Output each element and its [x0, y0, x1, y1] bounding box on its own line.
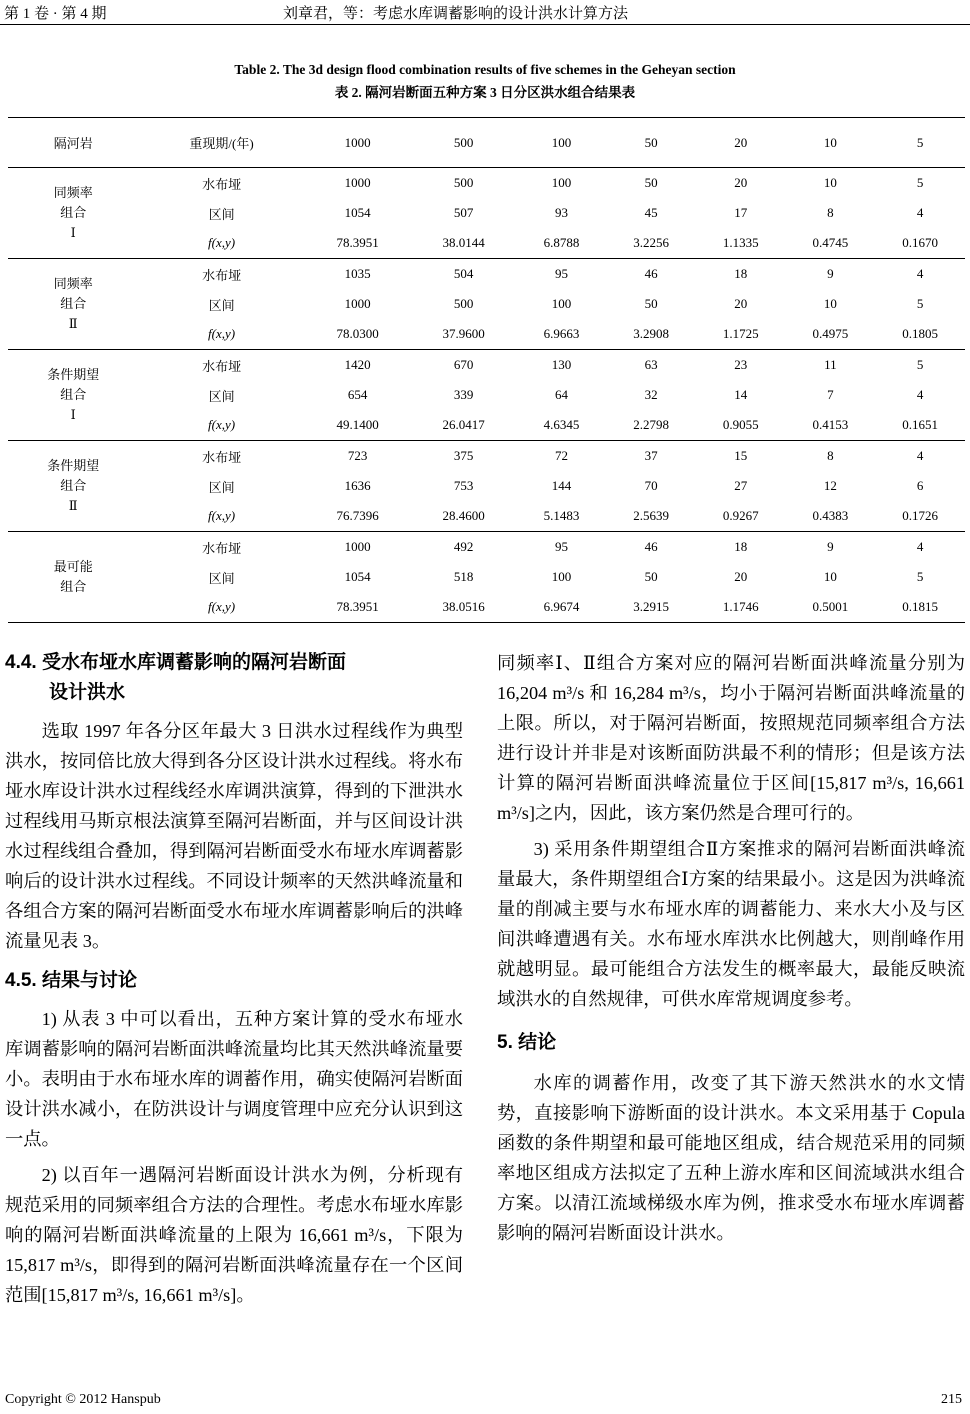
table-cell: 100 — [551, 175, 572, 190]
table-cell: 4 — [916, 205, 924, 220]
table-cell: 670 — [453, 357, 474, 372]
section-4-5-heading: 4.5. 结果与讨论 — [5, 970, 137, 991]
table-cell: 500 — [453, 175, 474, 190]
table-cell: 100 — [551, 569, 572, 584]
table-cell: 18 — [734, 539, 748, 554]
table-cell: 3.2915 — [606, 592, 696, 623]
scheme-name-line: 同频率 — [53, 276, 93, 291]
table-cell: 17 — [734, 205, 748, 220]
results-table — [8, 117, 965, 623]
scheme-name — [8, 441, 138, 532]
column-header: 20 — [696, 118, 786, 168]
table-cell: 0.5001 — [786, 592, 876, 623]
table-cell: 504 — [453, 266, 474, 281]
table-row — [8, 410, 965, 441]
scheme-name — [8, 259, 138, 350]
table-row — [8, 289, 965, 319]
table-cell: 3.2908 — [606, 319, 696, 350]
table-cell: 375 — [453, 448, 474, 463]
table-cell: 95 — [554, 266, 568, 281]
column-header: 1000 — [305, 118, 411, 168]
scheme-name-line: 条件期望 — [47, 367, 100, 382]
table-cell: 1420 — [344, 357, 371, 372]
paragraph: 2) 以百年一遇隔河岩断面设计洪水为例，分析现有规范采用的同频率组合方法的合理性。考虑水布垭水库影响的隔河岩断面洪峰流量的上限为 16,661 m³/s，下限为 15,817 m³/s，即得到的隔河岩断面洪峰流量存在一个区间范围[15,817 m³/s, 16,661 m³/s]。 — [5, 1165, 463, 1305]
table-cell: 8 — [827, 448, 834, 463]
table-cell: 144 — [551, 478, 572, 493]
table-cell: 339 — [453, 387, 474, 402]
table-cell: 1.1335 — [696, 228, 786, 259]
table-cell: 753 — [453, 478, 474, 493]
table-cell: 4.6345 — [517, 410, 607, 441]
column-header: 隔河岩 — [8, 118, 138, 168]
table-cell: 10 — [823, 296, 837, 311]
table-cell: 0.4153 — [786, 410, 876, 441]
scheme-name-line: 最可能 — [53, 559, 93, 574]
scheme-name-line: 同频率 — [53, 185, 93, 200]
scheme-name-line: Ⅰ — [70, 407, 76, 422]
table-cell: 11 — [824, 357, 837, 372]
row-label: 水布垭 — [202, 449, 242, 465]
table-cell: 1000 — [344, 296, 371, 311]
table-cell: 6.9663 — [517, 319, 607, 350]
scheme-name-line: 组合 — [60, 205, 87, 220]
table-cell: 1054 — [344, 569, 371, 584]
table-cell: 50 — [644, 296, 658, 311]
table-cell: 0.1726 — [875, 501, 965, 532]
table-cell: 26.0417 — [411, 410, 517, 441]
table-row — [8, 259, 965, 290]
column-header: 5 — [875, 118, 965, 168]
left-column — [5, 648, 463, 1310]
table-cell: 10 — [823, 569, 837, 584]
row-label: 区间 — [208, 388, 235, 404]
table-cell: 0.1805 — [875, 319, 965, 350]
table-cell: 130 — [551, 357, 572, 372]
running-title: 刘章君，等：考虑水库调蓄影响的设计洪水计算方法 — [283, 6, 629, 22]
paragraph: 选取 1997 年各分区年最大 3 日洪水过程线作为典型洪水，按同倍比放大得到各分区设计洪水过程线。将水布垭水库设计洪水过程线经水库调洪演算，得到的下泄洪水过程线用马斯京根法演算至隔河岩断面，并与区间设计洪水过程线组合叠加，得到隔河岩断面受水布垭水库调蓄影响后的设计洪水过程线。不同设计频率的天然洪峰流量和各组合方案的隔河岩断面受水布垭水库调蓄影响后的洪峰流量见表 3。 — [5, 721, 463, 951]
table-cell: 3.2256 — [606, 228, 696, 259]
scheme-name — [8, 532, 138, 623]
table-cell: 6.8788 — [517, 228, 607, 259]
table-cell: 27 — [734, 478, 748, 493]
table-row — [8, 562, 965, 592]
table-row — [8, 532, 965, 563]
table-cell: 7 — [827, 387, 834, 402]
table-row — [8, 441, 965, 472]
journal-volume: 第 1 卷 · 第 4 期 — [4, 6, 107, 22]
table-cell: 1.1746 — [696, 592, 786, 623]
scheme-name — [8, 168, 138, 259]
table-row — [8, 501, 965, 532]
table-cell: 1.1725 — [696, 319, 786, 350]
table-row — [8, 350, 965, 381]
table-cell: 518 — [453, 569, 474, 584]
table-cell: 1000 — [344, 539, 371, 554]
table-cell: 78.3951 — [305, 228, 411, 259]
table-cell: 0.1670 — [875, 228, 965, 259]
table-cell: 500 — [453, 296, 474, 311]
table-cell: 32 — [644, 387, 658, 402]
table-cell: 1035 — [344, 266, 371, 281]
paragraph: 水库的调蓄作用，改变了其下游天然洪水的水文情势，直接影响下游断面的设计洪水。本文采用基于 Copula 函数的条件期望和最可能地区组成，结合规范采用的同频率地区组成方法拟定了五种上游水库和区间流域洪水组合方案。以清江流域梯级水库为例，推求受水布垭水库调蓄影响的隔河岩断面设计洪水。 — [497, 1073, 965, 1243]
table-cell: 20 — [734, 569, 748, 584]
column-header: 重现期/(年) — [138, 118, 304, 168]
table-cell: 0.4383 — [786, 501, 876, 532]
scheme-name-line: 条件期望 — [47, 458, 100, 473]
table-cell: 4 — [916, 539, 924, 554]
table-row — [8, 319, 965, 350]
scheme-name-line: Ⅱ — [68, 316, 78, 331]
table-cell: 45 — [644, 205, 658, 220]
table-cell: 492 — [453, 539, 474, 554]
table-cell: 2.2798 — [606, 410, 696, 441]
scheme-name-line: 组合 — [60, 478, 87, 493]
table-cell: 50 — [644, 569, 658, 584]
table-cell: 0.1815 — [875, 592, 965, 623]
table-row — [8, 228, 965, 259]
scheme-name — [8, 350, 138, 441]
row-label: 水布垭 — [202, 176, 242, 192]
table-cell: 46 — [644, 266, 658, 281]
table-cell: 28.4600 — [411, 501, 517, 532]
table-cell: 5 — [916, 357, 924, 372]
table-cell: 23 — [734, 357, 748, 372]
row-label: f(x,y) — [138, 319, 304, 350]
column-header: 100 — [517, 118, 607, 168]
table-cell: 14 — [734, 387, 748, 402]
table-cell: 6 — [916, 478, 924, 493]
table-cell: 37 — [644, 448, 658, 463]
table-cell: 9 — [827, 539, 834, 554]
row-label: 区间 — [208, 479, 235, 495]
table-cell: 2.5639 — [606, 501, 696, 532]
row-label: 区间 — [208, 297, 235, 313]
table-cell: 8 — [827, 205, 834, 220]
paragraph: 3) 采用条件期望组合Ⅱ方案推求的隔河岩断面洪峰流量最大，条件期望组合Ⅰ方案的结果最小。这是因为洪峰流量的削减主要与水布垭水库的调蓄能力、来水大小及与区间洪峰遭遇有关。水布垭水库洪水比例越大，则削峰作用就越明显。最可能组合方法发生的概率最大，最能反映流域洪水的自然规律，可供水库常规调度参考。 — [497, 839, 965, 1009]
table-cell: 63 — [644, 357, 658, 372]
page-number: 215 — [941, 1392, 962, 1407]
table-cell: 50 — [644, 175, 658, 190]
table-cell: 70 — [644, 478, 658, 493]
table-cell: 0.4745 — [786, 228, 876, 259]
column-header: 500 — [411, 118, 517, 168]
table-header-row — [8, 118, 965, 168]
table-cell: 0.9267 — [696, 501, 786, 532]
scheme-name-line: 组合 — [60, 296, 87, 311]
table-cell: 20 — [734, 175, 748, 190]
row-label: 区间 — [208, 206, 235, 222]
row-label: 水布垭 — [202, 358, 242, 374]
table-cell: 507 — [453, 205, 474, 220]
table-cell: 723 — [347, 448, 368, 463]
table-row — [8, 168, 965, 199]
table-cell: 15 — [734, 448, 748, 463]
table-cell: 38.0516 — [411, 592, 517, 623]
table-cell: 5.1483 — [517, 501, 607, 532]
table-cell: 78.3951 — [305, 592, 411, 623]
running-header — [0, 0, 970, 25]
column-header: 10 — [786, 118, 876, 168]
table-cell: 100 — [551, 296, 572, 311]
table-cell: 0.1651 — [875, 410, 965, 441]
table-caption-en: Table 2. The 3d design flood combination results of five schemes in the Geheyan section — [234, 62, 736, 77]
table-cell: 6.9674 — [517, 592, 607, 623]
scheme-name-line: Ⅱ — [68, 498, 78, 513]
table-cell: 1000 — [344, 175, 371, 190]
scheme-name-line: Ⅰ — [70, 225, 76, 240]
table-cell: 46 — [644, 539, 658, 554]
table-cell: 64 — [554, 387, 568, 402]
scheme-name-line: 组合 — [60, 387, 87, 402]
table-cell: 49.1400 — [305, 410, 411, 441]
right-column — [497, 648, 965, 1248]
table-cell: 5 — [916, 296, 924, 311]
table-cell: 1054 — [344, 205, 371, 220]
table-cell: 4 — [916, 266, 924, 281]
row-label: 区间 — [208, 570, 235, 586]
table-row — [8, 471, 965, 501]
table-cell: 38.0144 — [411, 228, 517, 259]
copyright: Copyright © 2012 Hanspub — [5, 1392, 161, 1407]
table-cell: 76.7396 — [305, 501, 411, 532]
table-cell: 18 — [734, 266, 748, 281]
table-cell: 9 — [827, 266, 834, 281]
table-cell: 0.9055 — [696, 410, 786, 441]
table-cell: 72 — [554, 448, 568, 463]
scheme-name-line: 组合 — [60, 579, 87, 594]
row-label: 水布垭 — [202, 267, 242, 283]
section-4-4-heading — [5, 648, 463, 708]
table-row — [8, 198, 965, 228]
table-caption-zh: 表 2. 隔河岩断面五种方案 3 日分区洪水组合结果表 — [334, 85, 636, 100]
table-cell: 37.9600 — [411, 319, 517, 350]
table-cell: 0.4975 — [786, 319, 876, 350]
table-cell: 4 — [916, 448, 924, 463]
paragraph: 1) 从表 3 中可以看出，五种方案计算的受水布垭水库调蓄影响的隔河岩断面洪峰流量均比其天然洪峰流量要小。表明由于水布垭水库的调蓄作用，确实使隔河岩断面设计洪水减小，在防洪设计与调度管理中应充分认识到这一点。 — [5, 1009, 463, 1149]
section-5-heading: 5. 结论 — [497, 1032, 557, 1053]
heading-line: 设计洪水 — [49, 682, 126, 703]
table-cell: 4 — [916, 387, 924, 402]
table-cell: 12 — [823, 478, 837, 493]
table-row — [8, 592, 965, 623]
table-cell: 95 — [554, 539, 568, 554]
table-cell: 5 — [916, 175, 924, 190]
table-cell: 10 — [823, 175, 837, 190]
table-row — [8, 380, 965, 410]
heading-line: 4.4. 受水布垭水库调蓄影响的隔河岩断面 — [5, 652, 346, 673]
table-cell: 654 — [347, 387, 368, 402]
paragraph-continued: 同频率Ⅰ、Ⅱ组合方案对应的隔河岩断面洪峰流量分别为 16,204 m³/s 和 16,284 m³/s，均小于隔河岩断面洪峰流量的上限。所以，对于隔河岩断面，按照规范同频率组合方法进行设计并非是对该断面防洪最不利的情形；但是该方法计算的隔河岩断面洪峰流量位于区间[15,817 m³/s, 16,661 m³/s]之内，因此，该方案仍然是合理可行的。 — [497, 653, 965, 823]
row-label: f(x,y) — [138, 228, 304, 259]
row-label: f(x,y) — [138, 501, 304, 532]
table-cell: 93 — [554, 205, 568, 220]
row-label: f(x,y) — [138, 592, 304, 623]
table-cell: 5 — [916, 569, 924, 584]
table-cell: 20 — [734, 296, 748, 311]
column-header: 50 — [606, 118, 696, 168]
table-cell: 1636 — [344, 478, 371, 493]
row-label: 水布垭 — [202, 540, 242, 556]
row-label: f(x,y) — [138, 410, 304, 441]
table-cell: 78.0300 — [305, 319, 411, 350]
